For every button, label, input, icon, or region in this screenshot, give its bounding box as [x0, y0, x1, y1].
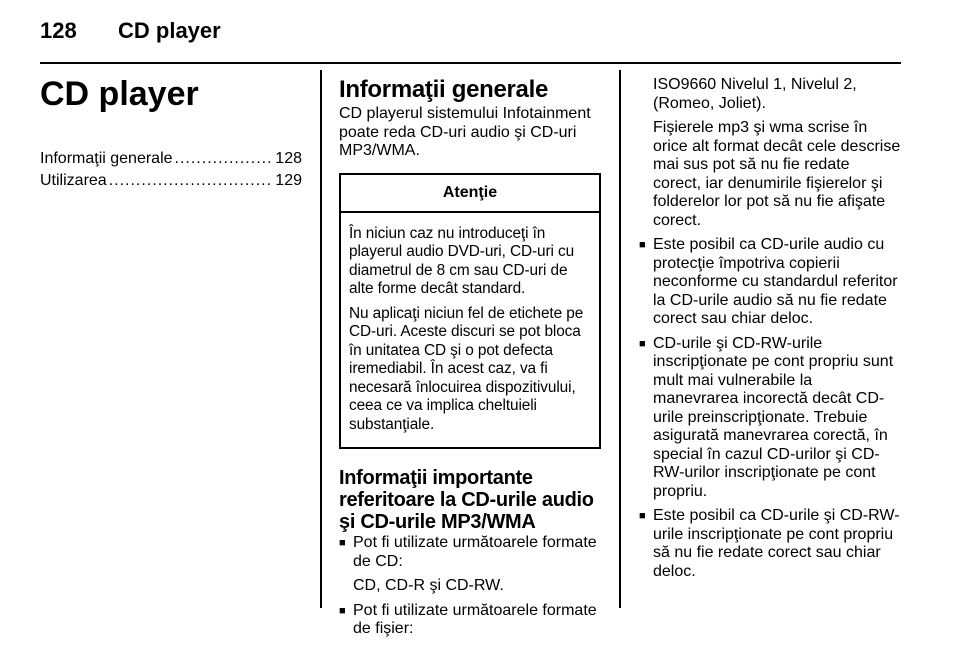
- bullet-marker: ■: [339, 537, 346, 549]
- header-rule: [40, 62, 901, 64]
- list-item-text: Pot fi utilizate următoarele formate de CD:: [353, 534, 597, 570]
- continued-paragraph: Fişierele mp3 şi wma scrise în orice alt format decât cele descrise mai sus pot să nu fie redate corect, iar denumirile fişierelor şi folderelor lor pot să nu fie afişate corect.: [653, 119, 901, 229]
- section-title: Informaţii generale: [339, 76, 549, 103]
- bullet-marker: ■: [639, 510, 646, 522]
- bullet-marker: ■: [639, 239, 646, 251]
- list-item-text: Este posibil ca CD-urile şi CD-RW-urile inscripţionate pe cont propriu să nu fie redate corect sau chiar deloc.: [653, 507, 900, 580]
- header-chapter-title: CD player: [118, 18, 221, 43]
- list-item-detail: CD, CD-R şi CD-RW.: [353, 577, 504, 594]
- list-item: [339, 602, 601, 639]
- continued-paragraph: ISO9660 Nivelul 1, Nivelul 2, (Romeo, Joliet).: [653, 76, 857, 112]
- bullet-marker: ■: [339, 604, 346, 617]
- toc-entry-title: Informaţii generale: [40, 150, 173, 167]
- list-item: [639, 507, 901, 581]
- intro-paragraph: CD playerul sistemului Infotainment poate reda CD-uri audio şi CD-uri MP3/WMA.: [339, 105, 591, 159]
- column-divider: [619, 70, 621, 608]
- toc-entry-page: 128: [275, 150, 302, 167]
- toc-leader: [175, 148, 274, 170]
- toc-leader: [109, 170, 274, 192]
- column-divider: [320, 70, 322, 608]
- caution-paragraph: În niciun caz nu introduceţi în playerul audio DVD-uri, CD-uri cu diametrul de 8 cm sau CD-uri de alte forme decât standard.: [349, 224, 575, 297]
- page-number: 128: [40, 18, 77, 43]
- continuation-column: [639, 70, 901, 587]
- list-item-text: Pot fi utilizate următoarele formate de fişier:: [353, 601, 597, 637]
- toc-entry[interactable]: [40, 148, 302, 170]
- list-item: [639, 236, 901, 329]
- list-item-text: CD-urile şi CD-RW-urile inscripţionate pe cont propriu sunt mult mai vulnerabile la manevrarea incorectă decât CD-urile preinscripţionate. Trebuie asigurată manevrarea corectă, în special în cazul CD-urilor şi CD-RW-urilor inscripţionate pe cont propriu.: [653, 334, 894, 500]
- main-column: [339, 70, 601, 645]
- toc-entry[interactable]: [40, 170, 302, 192]
- table-of-contents: [40, 148, 302, 192]
- caution-box: [339, 173, 601, 450]
- bullet-marker: ■: [639, 337, 646, 350]
- list-item: [639, 335, 901, 502]
- toc-entry-page: 129: [275, 172, 302, 189]
- list-item-text: Este posibil ca CD-urile audio cu protecţie împotriva copierii neconforme cu standardul referitor la CD-urile audio să nu fie redate corect sau chiar deloc.: [653, 236, 898, 327]
- chapter-title: CD player: [40, 75, 199, 113]
- caution-title: Atenţie: [341, 175, 599, 213]
- subsection-title: Informaţii importante referitoare la CD-urile audio şi CD-urile MP3/WMA: [339, 467, 594, 533]
- caution-paragraph: Nu aplicaţi niciun fel de etichete pe CD-uri. Aceste discuri se pot bloca în unitatea CD şi o pot defecta iremediabil. În acest caz, va fi necesară înlocuirea dispozitivului, ceea ce va implica cheltuieli substanţiale.: [349, 304, 584, 433]
- list-item: [339, 534, 601, 571]
- toc-entry-title: Utilizarea: [40, 172, 107, 189]
